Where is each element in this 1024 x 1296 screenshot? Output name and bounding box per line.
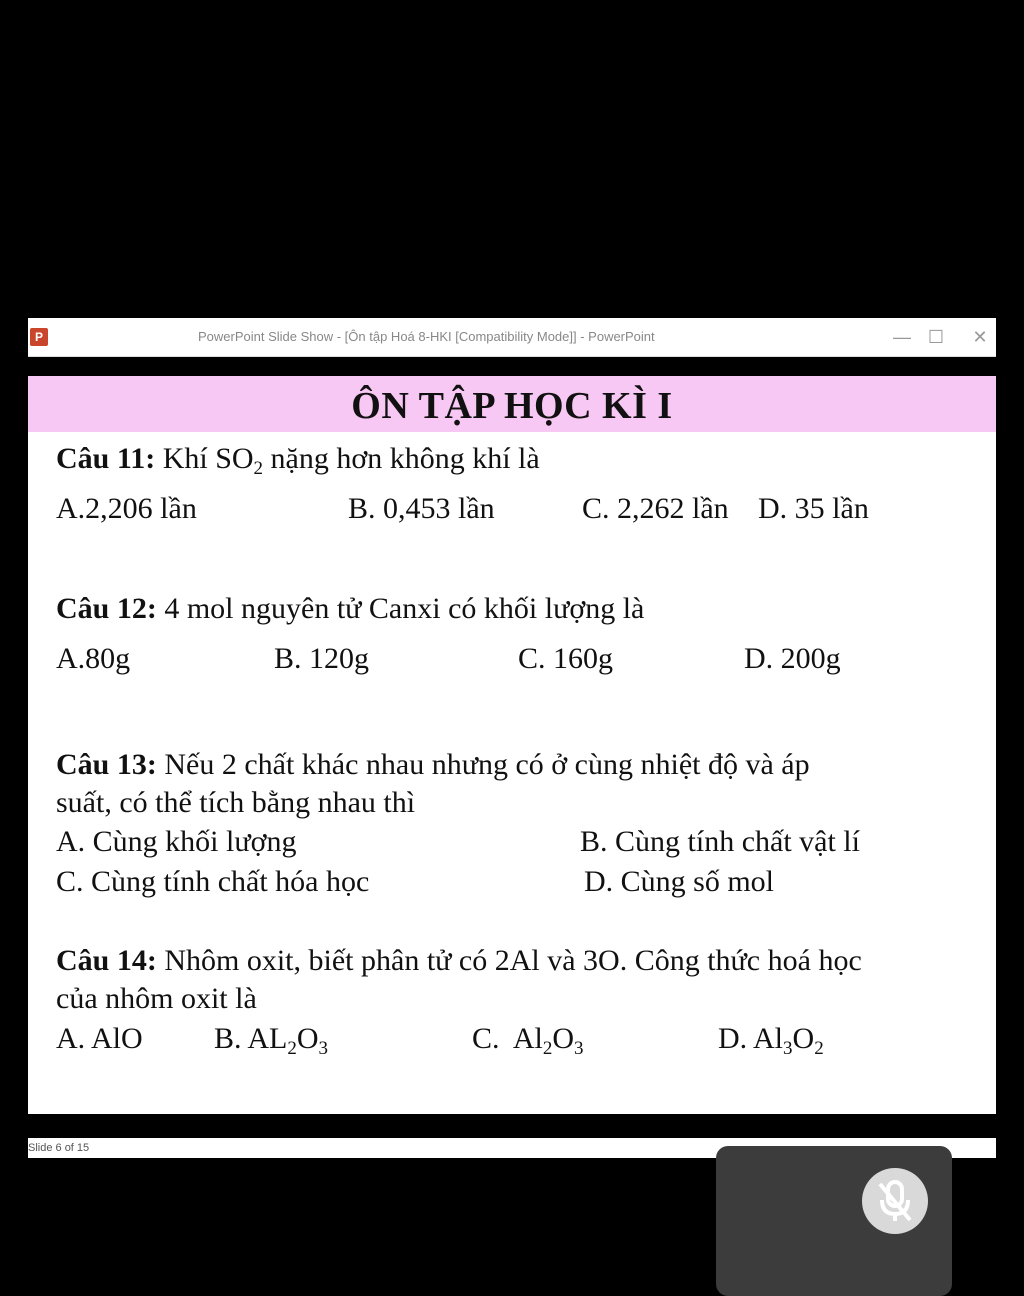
- option-13-b: B. Cùng tính chất vật lí: [580, 825, 860, 858]
- option-12-c: C. 160g: [518, 642, 614, 675]
- formula-part: AL: [247, 1022, 288, 1055]
- subscript: 2: [287, 1038, 297, 1059]
- mic-muted-button[interactable]: [862, 1168, 928, 1234]
- option-13-d: D. Cùng số mol: [584, 865, 775, 898]
- question-12: [56, 590, 644, 628]
- slide[interactable]: [28, 376, 996, 1114]
- question-14: [56, 942, 862, 980]
- mic-muted-icon: [862, 1168, 928, 1234]
- formula-part: AlO: [91, 1022, 143, 1055]
- question-14-line2: của nhôm oxit là: [56, 982, 257, 1015]
- subscript: 2: [542, 1038, 553, 1059]
- option-11-a: A.2,206 lần: [56, 492, 197, 525]
- subscript: 3: [318, 1038, 329, 1059]
- question-13-line2: suất, có thể tích bằng nhau thì: [56, 786, 416, 819]
- formula-part: Al: [512, 1022, 543, 1055]
- question-label: Câu 13:: [56, 748, 157, 781]
- formula-part: O: [552, 1022, 575, 1055]
- option-14-c: [472, 1020, 584, 1058]
- formula-part: O: [296, 1022, 319, 1055]
- option-12-a: A.80g: [56, 642, 131, 675]
- option-prefix: A.: [56, 1022, 92, 1055]
- option-prefix: C.: [472, 1022, 513, 1055]
- question-text: Nếu 2 chất khác nhau nhưng có ở cùng nhiệt độ và áp: [156, 748, 810, 781]
- option-12-b: B. 120g: [274, 642, 370, 675]
- question-label: Câu 12:: [56, 592, 157, 625]
- option-prefix: D.: [718, 1022, 754, 1055]
- option-11-d: D. 35 lần: [758, 492, 869, 525]
- slide-counter: Slide 6 of 15: [28, 1142, 90, 1154]
- close-button[interactable]: ✕: [972, 327, 988, 347]
- option-13-a: A. Cùng khối lượng: [56, 825, 297, 858]
- window-title: PowerPoint Slide Show - [Ôn tập Hoá 8-HKI [Compatibility Mode]] - PowerPoint: [198, 329, 655, 344]
- option-11-b: B. 0,453 lần: [348, 492, 495, 525]
- maximize-button[interactable]: ☐: [927, 327, 945, 347]
- question-13: [56, 746, 810, 784]
- option-prefix: B.: [214, 1022, 248, 1055]
- option-14-a: [56, 1020, 143, 1058]
- subscript: 2: [253, 458, 264, 479]
- question-text: Nhôm oxit, biết phân tử có 2Al và 3O. Công thức hoá học: [156, 944, 862, 977]
- question-label: Câu 11:: [56, 442, 156, 475]
- option-13-c: C. Cùng tính chất hóa học: [56, 865, 370, 898]
- slide-title: ÔN TẬP HỌC KÌ I: [351, 385, 673, 427]
- subscript: 2: [814, 1038, 824, 1059]
- call-overlay-panel: [716, 1146, 952, 1296]
- window-titlebar: [28, 318, 996, 357]
- formula-part: Al: [753, 1022, 784, 1055]
- question-text: 4 mol nguyên tử Canxi có khối lượng là: [156, 592, 645, 625]
- option-11-c: C. 2,262 lần: [582, 492, 729, 525]
- formula-part: O: [792, 1022, 815, 1055]
- option-14-b: [214, 1020, 328, 1058]
- powerpoint-icon: P: [30, 328, 48, 346]
- option-14-d: [718, 1020, 824, 1058]
- minimize-button[interactable]: —: [893, 327, 911, 347]
- subscript: 3: [783, 1038, 793, 1059]
- question-11: [56, 440, 540, 478]
- option-12-d: D. 200g: [744, 642, 841, 675]
- question-text: Khí SO: [155, 442, 254, 475]
- subscript: 3: [574, 1038, 584, 1059]
- question-text: nặng hơn không khí là: [263, 442, 540, 475]
- slide-header-band: [28, 376, 996, 432]
- question-label: Câu 14:: [56, 944, 157, 977]
